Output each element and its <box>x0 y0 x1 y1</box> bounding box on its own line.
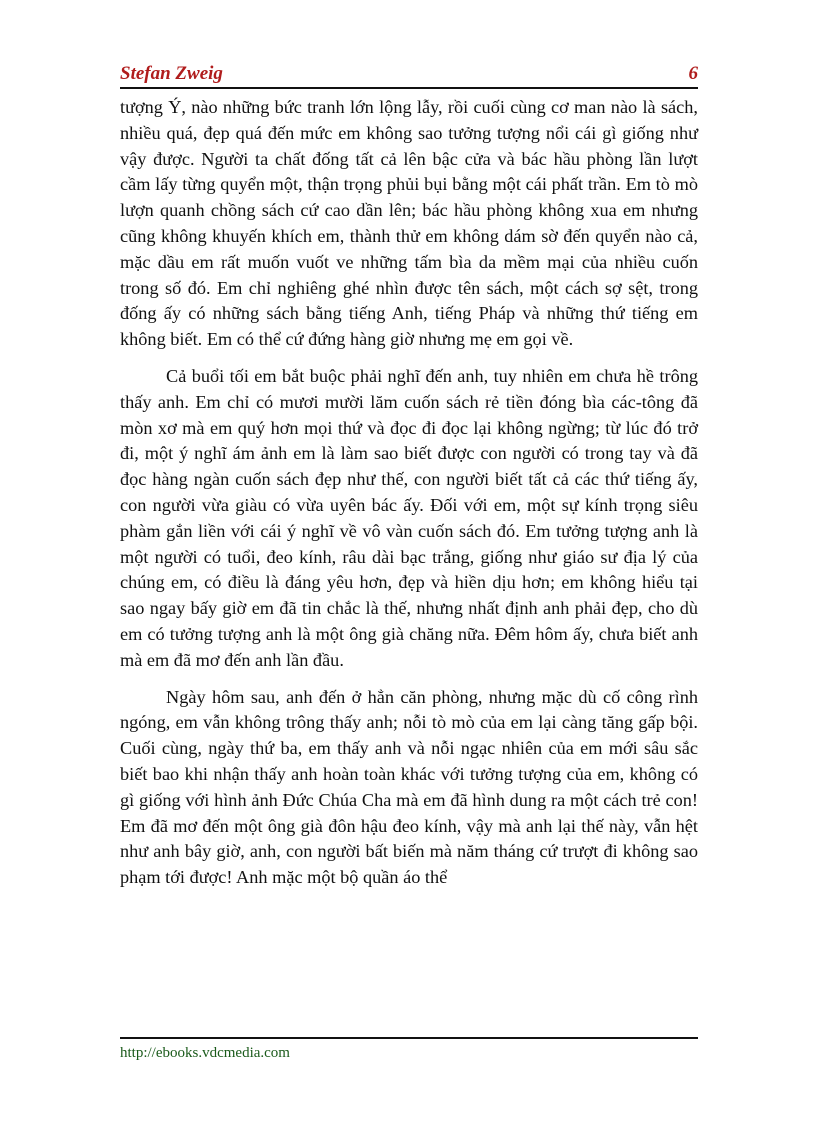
paragraph: Cả buổi tối em bắt buộc phải nghĩ đến anh, tuy nhiên em chưa hề trông thấy anh. Em chỉ có mươi mười lăm cuốn sách rẻ tiền đóng bìa các-tông đã mòn xơ mà em quý hơn mọi thứ và đọc đi đọc lại không ngừng; từ lúc đó trở đi, một ý nghĩ ám ảnh em là làm sao biết được con người có trong tay và đã đọc hàng ngàn cuốn sách đẹp như thế, con người biết tất cả các thứ tiếng ấy, con người vừa giàu có vừa uyên bác ấy. Đối với em, một sự kính trọng siêu phàm gắn liền với cái ý nghĩ về vô vàn cuốn sách đó. Em tưởng tượng anh là một người có tuổi, đeo kính, râu dài bạc trắng, giống như giáo sư địa lý của chúng em, có điều là đáng yêu hơn, đẹp và hiền dịu hơn; em không hiểu tại sao ngay bấy giờ em đã tin chắc là thế, nhưng nhất định anh phải đẹp, cho dù em có tưởng tượng anh là một ông già chăng nữa. Đêm hôm ấy, chưa biết anh mà em đã mơ đến anh lần đầu. <box>120 365 698 670</box>
paragraph: tượng Ý, nào những bức tranh lớn lộng lẫy, rồi cuối cùng cơ man nào là sách, nhiều quá, đẹp quá đến mức em không sao tưởng tượng nổi cái gì giống như vậy được. Người ta chất đống tất cả lên bậc cửa và bác hầu phòng lần lượt cầm lấy từng quyển một, thận trọng phủi bụi bằng một cái phất trần. Em tò mò lượn quanh chồng sách cứ cao dần lên; bác hầu phòng không xua em nhưng cũng không khuyến khích em, thành thử em không dám sờ đến quyển nào cả, mặc dầu em rất muốn vuốt ve những tấm bìa da mềm mại của nhiều cuốn trong số đó. Em chỉ nghiêng ghé nhìn được tên sách, một cách sợ sệt, trong đống ấy có những sách bằng tiếng Anh, tiếng Pháp và những thứ tiếng em không biết. Em có thể cứ đứng hàng giờ nhưng mẹ em gọi về. <box>120 97 698 350</box>
header-divider <box>120 87 698 89</box>
author-name: Stefan Zweig <box>120 63 223 84</box>
footer-url[interactable]: http://ebooks.vdcmedia.com <box>120 1045 290 1061</box>
paragraph: Ngày hôm sau, anh đến ở hẳn căn phòng, nhưng mặc dù cố công rình ngóng, em vẫn không trông thấy anh; nỗi tò mò của em lại càng tăng gấp bội. Cuối cùng, ngày thứ ba, em thấy anh và nỗi ngạc nhiên của em mới sâu sắc biết bao khi nhận thấy anh hoàn toàn khác với tưởng tượng của em, không có gì giống với hình ảnh Đức Chúa Cha mà em đã hình dung ra một cách trẻ con! Em đã mơ đến một ông già đôn hậu đeo kính, vậy mà anh lại thế này, vẫn hệt như anh bây giờ, anh, con người bất biến mà năm tháng cứ trượt đi không sao phạm tới được! Anh mặc một bộ quần áo thể <box>120 686 698 888</box>
page-body <box>120 95 698 902</box>
footer-divider <box>120 1037 698 1039</box>
page-number: 6 <box>688 63 698 84</box>
